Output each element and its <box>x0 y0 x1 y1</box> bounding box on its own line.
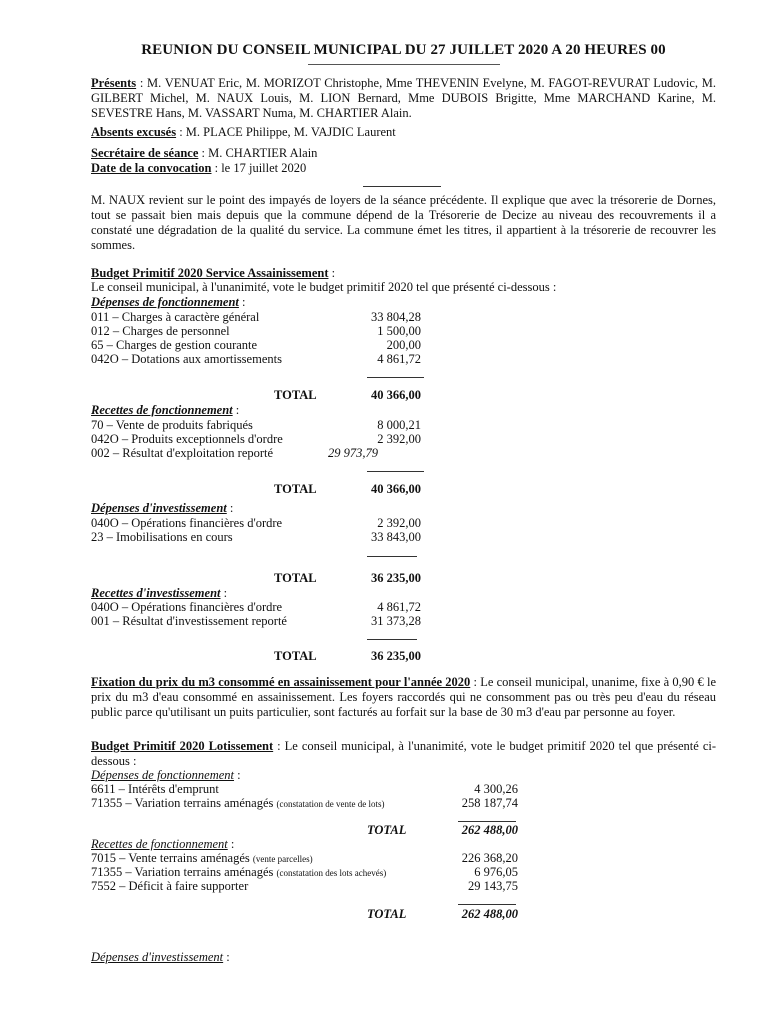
table-row <box>91 324 421 339</box>
total-row <box>91 649 421 664</box>
total-row <box>91 907 518 922</box>
assainissement-heading: Budget Primitif 2020 Service Assainissement <box>91 266 329 280</box>
asn-dep-inv-suffix: : <box>226 501 234 515</box>
lot-dep-fonct-heading: Dépenses de fonctionnement <box>91 768 235 782</box>
row-value: 29 973,79 <box>328 446 378 460</box>
total-row <box>91 482 421 497</box>
total-value: 262 488,00 <box>461 823 518 837</box>
total-label: TOTAL <box>367 823 407 837</box>
total-value: 40 366,00 <box>371 388 421 402</box>
row-label-text: 6611 – Intérêts d'emprunt <box>91 782 219 796</box>
asn-dep-inv-heading-line <box>91 501 233 516</box>
absents-text: : M. PLACE Philippe, M. VAJDIC Laurent <box>176 125 396 139</box>
row-value: 33 804,28 <box>371 310 421 324</box>
total-rule <box>367 639 417 640</box>
row-value: 258 187,74 <box>461 796 518 810</box>
absents-paragraph <box>91 125 716 140</box>
table-row <box>91 600 421 615</box>
total-rule <box>458 821 516 822</box>
row-label: 65 – Charges de gestion courante <box>91 338 258 352</box>
total-rule <box>367 556 417 557</box>
total-row <box>91 388 421 403</box>
prix-m3-paragraph <box>91 675 716 720</box>
row-value: 4 861,72 <box>377 352 421 366</box>
row-label: 011 – Charges à caractère général <box>91 310 260 324</box>
row-label <box>91 879 248 895</box>
row-value: 6 976,05 <box>474 865 518 879</box>
row-label: 70 – Vente de produits fabriqués <box>91 418 253 432</box>
table-row <box>91 879 518 894</box>
assainissement-heading-suffix: : <box>328 266 336 280</box>
row-note: (vente parcelles) <box>252 854 313 864</box>
total-value: 262 488,00 <box>461 907 518 921</box>
row-value: 1 500,00 <box>377 324 421 338</box>
total-label: TOTAL <box>274 388 317 402</box>
presents-label: Présents <box>91 76 137 90</box>
table-row <box>91 851 518 866</box>
total-value: 40 366,00 <box>371 482 421 496</box>
row-label: 042O – Dotations aux amortissements <box>91 352 282 366</box>
row-label: 042O – Produits exceptionnels d'ordre <box>91 432 283 446</box>
asn-rec-inv-suffix: : <box>220 586 228 600</box>
assainissement-intro: Le conseil municipal, à l'unanimité, vote le budget primitif 2020 tel que présenté ci-dessous : <box>91 280 557 294</box>
lot-dep-inv-heading-line <box>91 950 230 965</box>
absents-label: Absents excusés <box>91 125 177 139</box>
lotissement-text: : Le conseil municipal, à l'unanimité, vote le budget primitif 2020 tel que présenté ci-dessous : <box>91 739 716 768</box>
intro-paragraph: M. NAUX revient sur le point des impayés de loyers de la séance précédente. Il explique que avec la trésorerie de Dornes, tout se passait bien mais depuis que la commune dépend de la Trésorerie de Decize au niveau des recouvrements il a constaté une dégradation de la qualité du service. La commune émet les titres, il appartient à la trésorerie de recouvrer les sommes. <box>91 193 716 252</box>
convocation-text: : le 17 juillet 2020 <box>211 161 307 175</box>
prix-m3-heading: Fixation du prix du m3 consommé en assainissement pour l'année 2020 <box>91 675 471 689</box>
row-label-text: 7015 – Vente terrains aménagés <box>91 851 253 865</box>
asn-rec-fonct-heading: Recettes de fonctionnement <box>91 403 233 417</box>
convocation-paragraph <box>91 161 716 176</box>
total-rule <box>458 904 516 905</box>
total-label: TOTAL <box>274 649 317 663</box>
asn-rec-fonct-heading-line <box>91 403 239 418</box>
total-row <box>91 823 518 838</box>
row-value: 2 392,00 <box>377 432 421 446</box>
row-label: 23 – Imobilisations en cours <box>91 530 233 544</box>
row-label: 040O – Opérations financières d'ordre <box>91 600 283 614</box>
total-row <box>91 571 421 586</box>
row-value: 31 373,28 <box>371 614 421 628</box>
row-value: 200,00 <box>386 338 421 352</box>
row-label: 001 – Résultat d'investissement reporté <box>91 614 287 628</box>
row-label-text: 7552 – Déficit à faire supporter <box>91 879 249 893</box>
secretaire-paragraph <box>91 146 716 161</box>
lotissement-heading: Budget Primitif 2020 Lotissement <box>91 739 274 753</box>
row-value: 33 843,00 <box>371 530 421 544</box>
asn-rec-inv-heading-line <box>91 586 227 601</box>
asn-rec-inv-heading: Recettes d'investissement <box>91 586 221 600</box>
row-label-text: 71355 – Variation terrains aménagés <box>91 865 277 879</box>
row-value: 4 861,72 <box>377 600 421 614</box>
total-rule <box>367 377 424 378</box>
asn-rec-fonct-suffix: : <box>232 403 240 417</box>
page-title: REUNION DU CONSEIL MUNICIPAL DU 27 JUILLET 2020 A 20 HEURES 00 <box>141 42 666 58</box>
prix-m3-text: : Le conseil municipal, unanime, fixe à 0,90 € le prix du m3 d'eau consommé en assainissement. Les foyers raccordés qui ne consomment pas ou très peu d'eau du réseau public parce qu'utilisant un puits particulier, sont facturés au forfait sur la base de 30 m3 d'eau par personne au foyer. <box>91 675 716 719</box>
table-row <box>91 796 518 811</box>
row-note: (constatation de vente de lots) <box>276 799 385 809</box>
table-row <box>91 614 421 629</box>
lot-rec-fonct-suffix: : <box>227 837 235 851</box>
presents-text: : M. VENUAT Eric, M. MORIZOT Christophe, Mme THEVENIN Evelyne, M. FAGOT-REVURAT Ludovic, M. GILBERT Michel, M. NAUX Louis, M. LION Bernard, Mme DUBOIS Brigitte, Mme MARCHAND Karine, M. SEVESTRE Hans, M. VASSART Numa, M. CHARTIER Alain. <box>91 76 716 120</box>
row-note: (constatation des lots achevés) <box>276 868 387 878</box>
row-value: 2 392,00 <box>377 516 421 530</box>
table-row <box>91 418 421 433</box>
row-label-text: 71355 – Variation terrains aménagés <box>91 796 277 810</box>
row-value: 226 368,20 <box>461 851 518 865</box>
lot-dep-inv-heading: Dépenses d'investissement <box>91 950 224 964</box>
total-value: 36 235,00 <box>371 571 421 585</box>
asn-dep-fonct-heading-line <box>91 295 246 310</box>
table-row <box>91 516 421 531</box>
row-label: 002 – Résultat d'exploitation reporté <box>91 446 274 460</box>
row-label <box>91 796 384 812</box>
lotissement-paragraph <box>91 739 716 769</box>
total-label: TOTAL <box>367 907 407 921</box>
row-label: 040O – Opérations financières d'ordre <box>91 516 283 530</box>
lot-dep-fonct-suffix: : <box>234 768 241 782</box>
lot-dep-inv-suffix: : <box>223 950 230 964</box>
row-value: 4 300,26 <box>474 782 518 796</box>
row-label: 012 – Charges de personnel <box>91 324 230 338</box>
total-value: 36 235,00 <box>371 649 421 663</box>
table-row <box>91 352 421 367</box>
secretaire-text: : M. CHARTIER Alain <box>198 146 318 160</box>
lot-dep-fonct-heading-line <box>91 768 241 783</box>
table-row <box>91 865 518 880</box>
table-row <box>91 338 421 353</box>
asn-dep-fonct-suffix: : <box>238 295 246 309</box>
assainissement-heading-line <box>91 266 716 281</box>
row-value: 8 000,21 <box>377 418 421 432</box>
asn-dep-fonct-heading: Dépenses de fonctionnement <box>91 295 239 309</box>
total-label: TOTAL <box>274 571 317 585</box>
convocation-label: Date de la convocation <box>91 161 212 175</box>
table-row <box>91 530 421 545</box>
asn-dep-inv-heading: Dépenses d'investissement <box>91 501 227 515</box>
row-value: 29 143,75 <box>468 879 518 893</box>
table-row <box>91 446 421 461</box>
presents-paragraph <box>91 76 716 121</box>
lot-rec-fonct-heading: Recettes de fonctionnement <box>91 837 228 851</box>
table-row <box>91 310 421 325</box>
lot-rec-fonct-heading-line <box>91 837 234 852</box>
total-rule <box>367 471 424 472</box>
total-label: TOTAL <box>274 482 317 496</box>
table-row <box>91 432 421 447</box>
table-row <box>91 782 518 797</box>
secretaire-label: Secrétaire de séance <box>91 146 199 160</box>
title-underline <box>308 64 500 65</box>
section-separator <box>363 186 441 187</box>
